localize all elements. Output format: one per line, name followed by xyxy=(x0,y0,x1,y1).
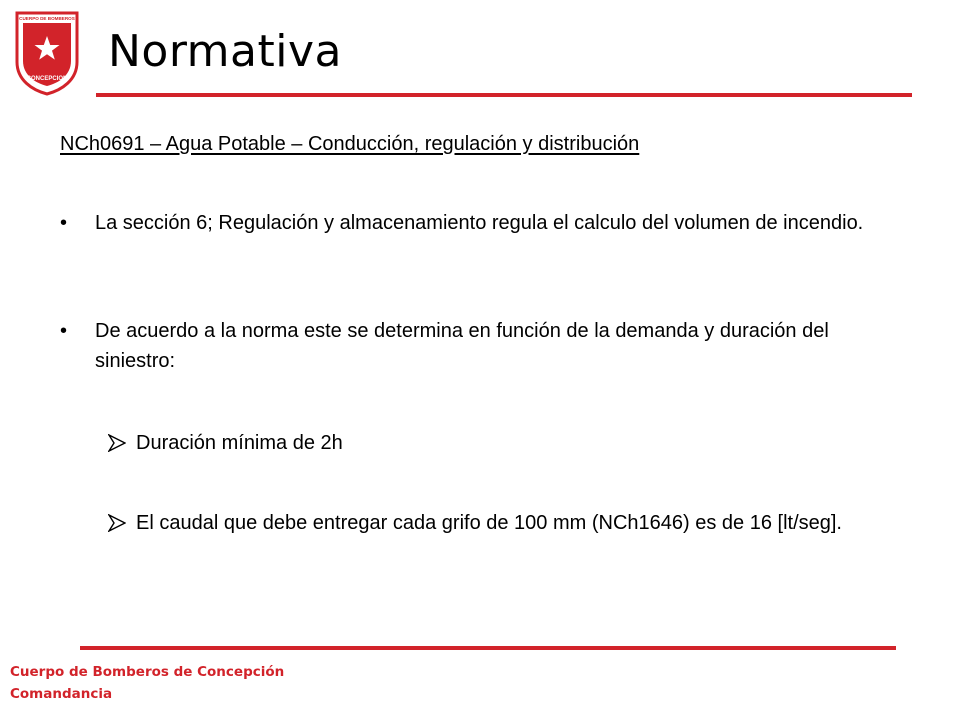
title-divider xyxy=(96,93,912,97)
fire-department-shield-logo xyxy=(14,10,80,96)
logo-top-text: CUERPO DE BOMBEROS xyxy=(19,16,75,21)
bullet-marker: • xyxy=(60,320,68,342)
sub-bullet-text: Duración mínima de 2h xyxy=(136,432,343,454)
arrowhead-bullet-icon xyxy=(108,434,126,452)
bullet-marker: • xyxy=(60,212,68,234)
slide-subtitle: NCh0691 – Agua Potable – Conducción, regulación y distribución xyxy=(60,133,640,155)
logo-bottom-text: CONCEPCION xyxy=(26,76,68,82)
arrowhead-bullet-icon xyxy=(108,514,126,532)
bullet-text: La sección 6; Regulación y almacenamiento regula el calculo del volumen de incendio. xyxy=(95,212,864,234)
footer-department: Comandancia xyxy=(10,686,113,702)
slide-title: Normativa xyxy=(108,26,342,77)
bullet-text: De acuerdo a la norma este se determina en función de la demanda y duración del siniestro: xyxy=(95,320,829,372)
footer-organization: Cuerpo de Bomberos de Concepción xyxy=(10,664,285,680)
footer-divider xyxy=(80,646,896,650)
sub-bullet-text: El caudal que debe entregar cada grifo de 100 mm (NCh1646) es de 16 [lt/seg]. xyxy=(136,512,842,534)
footer xyxy=(10,661,284,705)
